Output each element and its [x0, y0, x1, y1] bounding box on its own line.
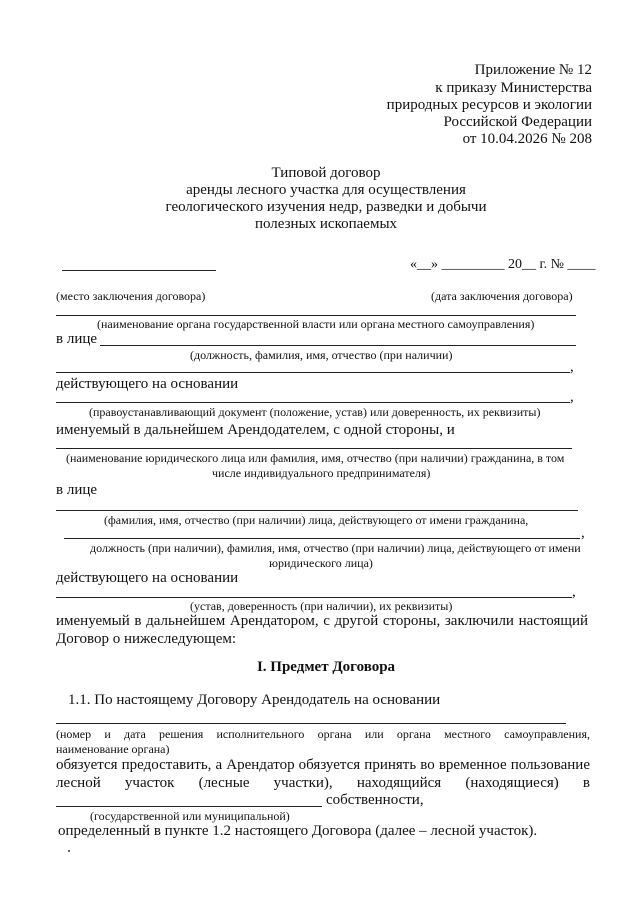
in-person-label-2: в лице — [56, 482, 98, 498]
decision-field-line[interactable] — [56, 723, 566, 724]
title-line-2: аренды лесного участка для осуществления — [186, 182, 466, 198]
in-person-label-1: в лице — [56, 331, 98, 347]
basis-document-caption: (правоустанавливающий документ (положение, устав) или доверенность, их реквизиты) — [89, 405, 541, 419]
comma-3: , — [581, 525, 585, 541]
decision-caption-1: (номер и дата решения исполнительного органа или органа местного самоуправления, — [56, 727, 590, 741]
citizen-rep-caption: (фамилия, имя, отчество (при наличии) лица, действующего от имени гражданина, — [104, 513, 529, 527]
entity-rep-caption-2: юридического лица) — [269, 556, 373, 570]
comma-4: , — [572, 584, 576, 600]
official-field-line[interactable] — [100, 345, 576, 346]
ownership-type-line[interactable] — [56, 806, 322, 807]
appendix-number: Приложение № 12 — [474, 62, 592, 78]
tenant-clause-line-2: Договор о нижеследующем: — [56, 631, 237, 647]
authority-caption: (наименование органа государственной власти или органа местного самоуправления) — [97, 317, 535, 331]
official-caption: (должность, фамилия, имя, отчество (при наличии) — [190, 348, 453, 362]
authority-field-line[interactable] — [56, 315, 576, 316]
obligation-line-1: обязуется предоставить, а Арендатор обязуется принять во временное пользование — [56, 757, 590, 773]
charter-caption: (устав, доверенность (при наличии), их реквизиты) — [190, 599, 453, 613]
acting-basis-label-2: действующего на основании — [56, 570, 239, 586]
entity-rep-caption-1: должность (при наличии), фамилия, имя, отчество (при наличии) лица, действующего от имени — [90, 541, 581, 555]
ownership-caption: (государственной или муниципальной) — [90, 809, 290, 823]
tenant-field-line[interactable] — [56, 448, 572, 449]
title-line-1: Типовой договор — [271, 165, 381, 181]
representative-field-line[interactable] — [56, 510, 578, 511]
decision-caption-2: наименование органа) — [56, 742, 170, 756]
date-caption: (дата заключения договора) — [431, 289, 573, 303]
place-caption: (место заключения договора) — [56, 289, 206, 303]
comma-1: , — [570, 359, 574, 375]
official-continued-line[interactable] — [56, 372, 570, 373]
defined-clause: определенный в пункте 1.2 настоящего Договора (далее – лесной участок). — [58, 823, 538, 839]
title-line-4: полезных ископаемых — [254, 216, 398, 232]
scan-speck — [68, 850, 70, 852]
tenant-caption-1: (наименование юридического лица или фамилия, имя, отчество (при наличии) гражданина, в том — [66, 451, 565, 465]
comma-2: , — [570, 389, 574, 405]
appendix-country-line: Российской Федерации — [443, 114, 592, 130]
clause-1-1: 1.1. По настоящему Договору Арендодатель на основании — [68, 692, 441, 708]
date-number-field[interactable]: «__» _________ 20__ г. № ____ — [410, 257, 596, 272]
ownership-word: собственности, — [326, 792, 424, 808]
acting-basis-label-1: действующего на основании — [56, 376, 239, 392]
section-1-heading: I. Предмет Договора — [256, 659, 396, 675]
appendix-ministry-line: природных ресурсов и экологии — [386, 97, 592, 113]
entity-rep-field-line[interactable] — [64, 538, 580, 539]
charter-field-line[interactable] — [56, 597, 572, 598]
lessor-clause: именуемый в дальнейшем Арендодателем, с одной стороны, и — [56, 422, 455, 438]
appendix-date-line: от 10.04.2026 № 208 — [462, 131, 592, 147]
place-field-line[interactable] — [62, 270, 216, 271]
obligation-line-2: лесной участок (лесные участки), находящийся (находящиеся) в — [56, 775, 590, 791]
appendix-order-line: к приказу Министерства — [435, 80, 592, 96]
tenant-caption-2: числе индивидуального предпринимателя) — [212, 466, 431, 480]
tenant-clause-line-1: именуемый в дальнейшем Арендатором, с другой стороны, заключили настоящий — [56, 613, 588, 629]
basis-document-line[interactable] — [56, 402, 570, 403]
title-line-3: геологического изучения недр, разведки и добычи — [165, 199, 487, 215]
